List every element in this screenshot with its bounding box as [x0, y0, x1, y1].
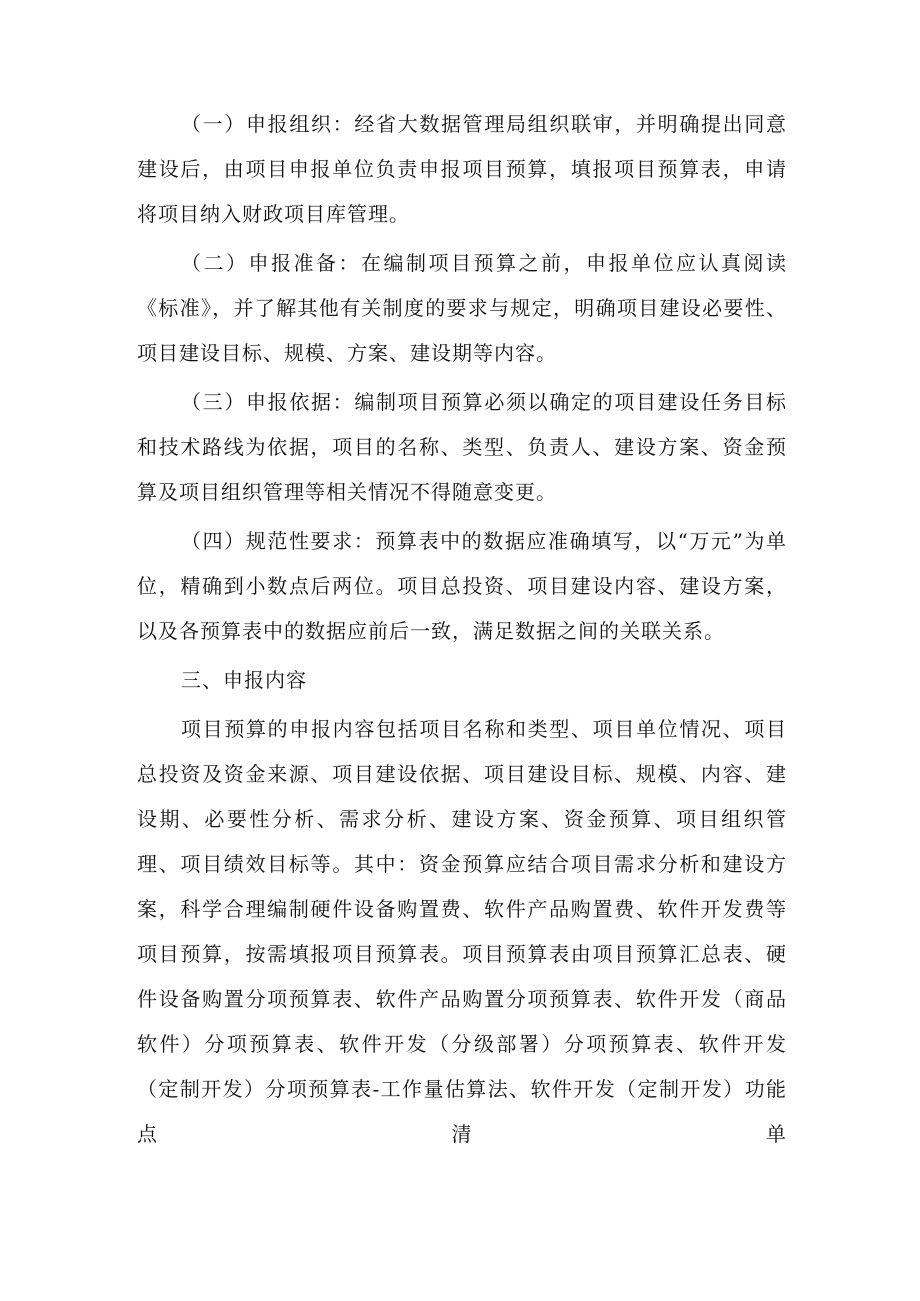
paragraph-application-preparation: （二）申报准备：在编制项目预算之前，申报单位应认真阅读《标准》，并了解其他有关制度的要求与规定，明确项目建设必要性、项目建设目标、规模、方案、建设期等内容。: [137, 251, 787, 365]
paragraph-application-content: 项目预算的申报内容包括项目名称和类型、项目单位情况、项目总投资及资金来源、项目建设依据、项目建设目标、规模、内容、建设期、必要性分析、需求分析、建设方案、资金预算、项目组织管理、项目绩效目标等。其中：资金预算应结合项目需求分析和建设方案，科学合理编制硬件设备购置费、软件产品购置费、软件开发费等项目预算，按需填报项目预算表。项目预算表由项目预算汇总表、硬件设备购置分项预算表、软件产品购置分项预算表、软件开发（商品软件）分项预算表、软件开发（分级部署）分项预算表、软件开发（定制开发）分项预算表-工作量估算法、软件开发（定制开发）功能点清单: [137, 717, 787, 1146]
paragraph-application-basis: （三）申报依据：编制项目预算必须以确定的项目建设任务目标和技术路线为依据，项目的名称、类型、负责人、建设方案、资金预算及项目组织管理等相关情况不得随意变更。: [137, 390, 787, 504]
paragraph-normative-requirements: （四）规范性要求：预算表中的数据应准确填写，以“万元”为单位，精确到小数点后两位。项目总投资、项目建设内容、建设方案，以及各预算表中的数据应前后一致，满足数据之间的关联关系。: [137, 529, 787, 643]
section-heading: 三、申报内容: [181, 668, 307, 692]
paragraph-application-organization: （一）申报组织：经省大数据管理局组织联审，并明确提出同意建设后，由项目申报单位负责申报项目预算，填报项目预算表，申请将项目纳入财政项目库管理。: [137, 112, 787, 226]
document-body: [137, 102, 787, 1161]
